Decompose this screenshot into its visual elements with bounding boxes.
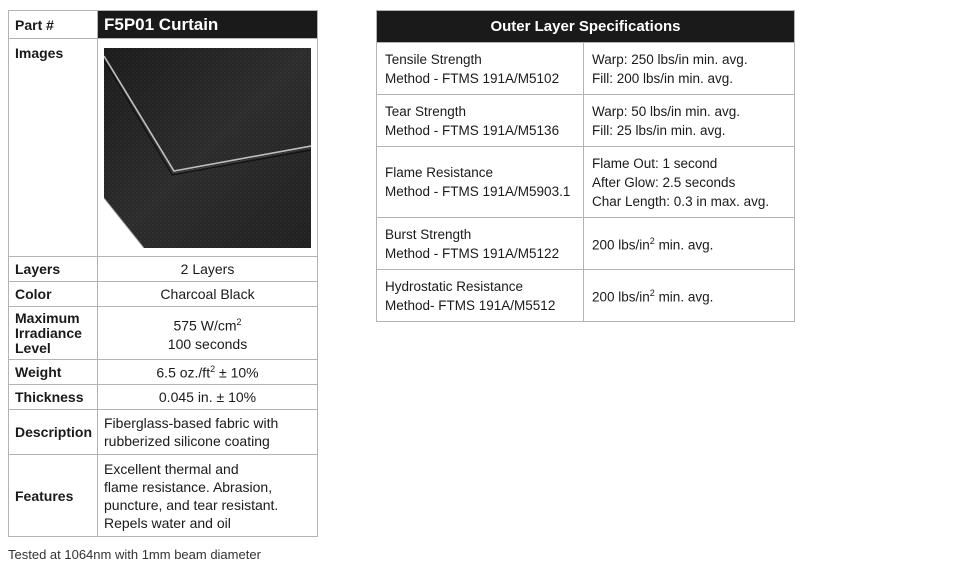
spec-row-tear: [377, 95, 795, 147]
irradiance-label-line-2: Irradiance: [15, 324, 82, 341]
thickness-value: 0.045 in. ± 10%: [98, 385, 318, 410]
spec-value-sup: 2: [649, 236, 655, 247]
layers-value: 2 Layers: [98, 257, 318, 282]
spec-row-flame: [377, 147, 795, 218]
spec-value: [584, 270, 795, 322]
spec-name: Hydrostatic Resistance: [385, 278, 524, 294]
spec-name: Flame Resistance: [385, 165, 494, 180]
weight-value-tolerance: ± 10%: [215, 364, 259, 381]
spec-value-line-2: Fill: 25 lbs/in min. avg.: [592, 122, 726, 138]
description-line-2: rubberized silicone coating: [104, 433, 270, 449]
fabric-swatch-graphic: [104, 48, 311, 248]
product-spec-table: [8, 10, 318, 537]
images-label: Images: [9, 39, 98, 257]
part-label: Part #: [9, 11, 98, 39]
spec-method: Method - FTMS 191A/M5136: [385, 122, 560, 138]
spec-name: Tensile Strength: [385, 51, 482, 67]
spec-value-tail: min. avg.: [654, 237, 714, 253]
spec-name: Burst Strength: [385, 226, 472, 242]
spec-value-main: 200 lbs/in: [592, 237, 650, 253]
weight-value-sup: 2: [210, 363, 216, 374]
spec-value-line-1: Flame Out: 1 second: [592, 155, 718, 171]
spec-row-hydrostatic: [377, 270, 795, 322]
color-value: Charcoal Black: [98, 282, 318, 307]
irradiance-label: [9, 307, 98, 360]
weight-label: Weight: [9, 360, 98, 385]
features-line-3: puncture, and tear resistant.: [104, 496, 279, 513]
irradiance-value-main: 575 W/cm: [173, 317, 237, 334]
description-label: Description: [9, 410, 98, 455]
thickness-label: Thickness: [9, 385, 98, 410]
features-line-2: flame resistance. Abrasion,: [104, 478, 273, 495]
spec-value-tail: min. avg.: [654, 289, 714, 305]
features-label: Features: [9, 455, 98, 537]
spec-row-tensile: [377, 43, 795, 95]
fabric-swatch-image: [104, 48, 311, 248]
weight-value: [98, 360, 318, 385]
spec-row-burst: [377, 218, 795, 270]
features-line-4: Repels water and oil: [104, 514, 231, 531]
spec-name: Tear Strength: [385, 103, 467, 119]
spec-value-line-2: Fill: 200 lbs/in min. avg.: [592, 70, 734, 86]
test-note: Tested at 1064nm with 1mm beam diameter: [8, 547, 261, 562]
weight-value-main: 6.5 oz./ft: [156, 364, 211, 381]
description-value: [98, 410, 318, 455]
spec-value-line-1: Warp: 50 lbs/in min. avg.: [592, 103, 741, 119]
image-cell: [98, 39, 318, 257]
irradiance-label-line-3: Level: [15, 339, 51, 356]
outer-layer-spec-table: [376, 10, 795, 322]
spec-method: Method- FTMS 191A/M5512: [385, 297, 556, 313]
irradiance-value-sup: 2: [236, 317, 242, 328]
outer-layer-title: Outer Layer Specifications: [377, 11, 795, 43]
spec-method: Method - FTMS 191A/M5122: [385, 245, 560, 261]
spec-method: Method - FTMS 191A/M5102: [385, 70, 560, 86]
irradiance-value-time: 100 seconds: [167, 335, 248, 352]
spec-method: Method - FTMS 191A/M5903.1: [385, 184, 571, 199]
spec-value-line-2: After Glow: 2.5 seconds: [592, 174, 736, 190]
spec-value: [584, 218, 795, 270]
spec-value-sup: 2: [649, 288, 655, 299]
description-line-1: Fiberglass-based fabric with: [104, 415, 279, 431]
part-name: F5P01 Curtain: [98, 11, 318, 39]
irradiance-value: [98, 307, 318, 360]
layers-label: Layers: [9, 257, 98, 282]
spec-value-line-3: Char Length: 0.3 in max. avg.: [592, 193, 770, 209]
spec-value-line-1: Warp: 250 lbs/in min. avg.: [592, 51, 748, 67]
features-line-1: Excellent thermal and: [104, 460, 239, 477]
features-value: [98, 455, 318, 537]
spec-value-main: 200 lbs/in: [592, 289, 650, 305]
color-label: Color: [9, 282, 98, 307]
irradiance-label-line-1: Maximum: [15, 309, 80, 326]
